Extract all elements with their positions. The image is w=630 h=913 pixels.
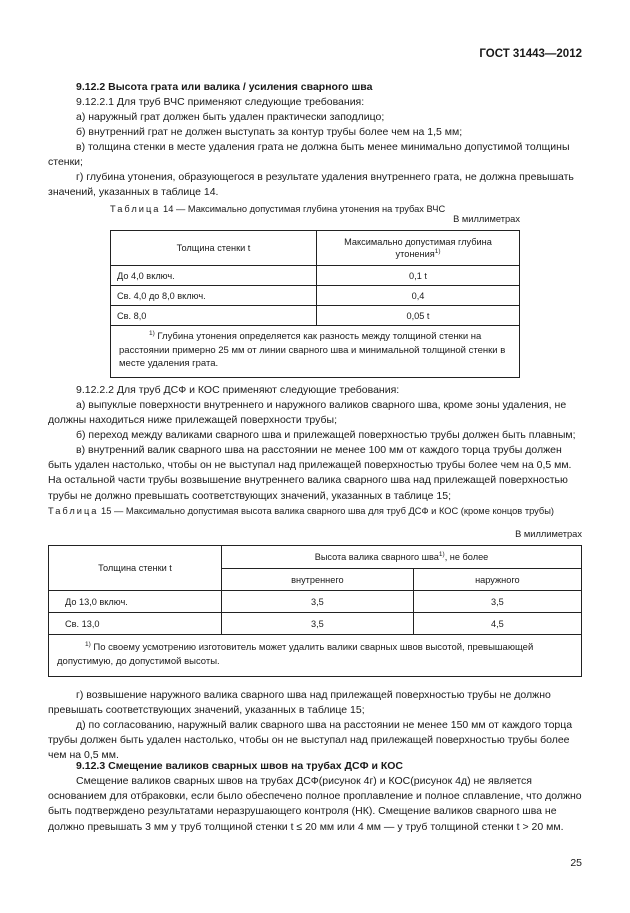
page-number: 25 <box>570 857 582 869</box>
table-note: $^{1)}$ Глубина утонения определяется как разность между толщиной стенки на расстоянии примерно 25 мм от линии сварного шва и минимальной толщиной стенки в месте удаления грата. <box>111 326 520 378</box>
item-a: а) наружный грат должен быть удален практически заподлицо; <box>76 111 385 123</box>
caption-word: Таблица <box>48 506 99 516</box>
table-15 <box>48 545 582 677</box>
table-14 <box>110 230 520 378</box>
paragraph-9-12-2-1: 9.12.2.1 Для труб ВЧС применяют следующие требования: <box>76 96 365 108</box>
header-cell: Максимально допустимая глубина утонения$^{1)}$ <box>317 231 520 266</box>
table-row: До 4,0 включ. 0,1 t <box>111 266 520 286</box>
table-row: Св. 8,0 0,05 t <box>111 306 520 326</box>
table-row: До 13,0 включ. 3,5 3,5 <box>49 591 582 613</box>
item-g-2: г) возвышение наружного валика сварного шва над прилежащей поверхностью трубы не должно превышать соответствующих значений, указанных в таблице 15; <box>48 689 551 717</box>
paragraph-9-12-3: Смещение валиков сварных швов на трубах ДСФ(рисунок 4г) и КОС(рисунок 4д) не является основанием для отбраковки, если было обеспечено полное проплавление и полное сплавление, что должно быть подтверждено результатами неразрушающего контроля (НК). Смещение валиков сварного шва не должно превышать 3 мм у труб толщиной стенки t ≤ 20 мм или 4 мм — у труб толщиной стенки t > 20 мм. <box>48 775 582 833</box>
item-b-2: б) переход между валиками сварного шва и прилежащей поверхностью трубы должен быть плавным; <box>76 429 576 441</box>
table-row: Св. 4,0 до 8,0 включ. 0,4 <box>111 286 520 306</box>
caption-text: 15 — Максимально допустимая высота валика сварного шва для труб ДСФ и КОС (кроме концов трубы) <box>101 506 555 516</box>
table-note: $^{1)}$ По своему усмотрению изготовитель может удалить валики сварных швов высотой, превышающей допустимую, до допустимой высоты. <box>49 635 582 677</box>
paragraph-9-12-2-2: 9.12.2.2 Для труб ДСФ и КОС применяют следующие требования: <box>76 384 400 396</box>
section-9-12-3-title: 9.12.3 Смещение валиков сварных швов на трубах ДСФ и КОС <box>76 760 403 772</box>
caption-text: 14 — Максимально допустимая глубина утонения на трубах ВЧС <box>163 204 446 214</box>
table-14-units: В миллиметрах <box>453 214 520 224</box>
item-a-2: а) выпуклые поверхности внутреннего и наружного валиков сварного шва, кроме зоны удаления, не должны находиться ниже прилежащей поверхности трубы; <box>48 399 567 427</box>
item-v: в) толщина стенки в месте удаления грата не должна быть менее минимально допустимой толщины стенки; <box>48 141 570 169</box>
subheader-inner: внутреннего <box>222 569 414 591</box>
section-9-12-2-title: 9.12.2 Высота грата или валика / усиления сварного шва <box>76 81 373 93</box>
caption-word: Таблица <box>110 204 161 214</box>
header-cell: Толщина стенки t <box>111 231 317 266</box>
item-b: б) внутренний грат не должен выступать за контур трубы более чем на 1,5 мм; <box>76 126 463 138</box>
item-v-2: в) внутренний валик сварного шва на расстоянии не менее 100 мм от каждого торца трубы должен быть удален настолько, чтобы он не выступал над прилежащей поверхностью трубы более чем на 0,5 мм. На остальной части трубы возвышение внутреннего валика сварного шва над прилежащей поверхностью трубы не должно превышать соответствующих значений, указанных в таблице 15; <box>48 444 572 502</box>
table-row: Св. 13,0 3,5 4,5 <box>49 613 582 635</box>
subheader-outer: наружного <box>413 569 581 591</box>
table-15-caption <box>48 505 582 518</box>
table-15-units: В миллиметрах <box>515 529 582 539</box>
header-cell: Толщина стенки t <box>49 546 222 591</box>
document-code: ГОСТ 31443—2012 <box>479 48 582 60</box>
table-14-caption <box>110 204 445 214</box>
item-g: г) глубина утонения, образующегося в результате удаления внутреннего грата, не должна превышать значений, указанных в таблице 14. <box>48 171 574 199</box>
item-d: д) по согласованию, наружный валик сварного шва на расстоянии не менее 150 мм от каждого торца трубы должен быть удален настолько, чтобы он не выступал над прилежащей поверхностью трубы более чем на 0,5 мм. <box>48 719 573 762</box>
header-cell: Высота валика сварного шва$^{1)}$, не более <box>222 546 582 569</box>
